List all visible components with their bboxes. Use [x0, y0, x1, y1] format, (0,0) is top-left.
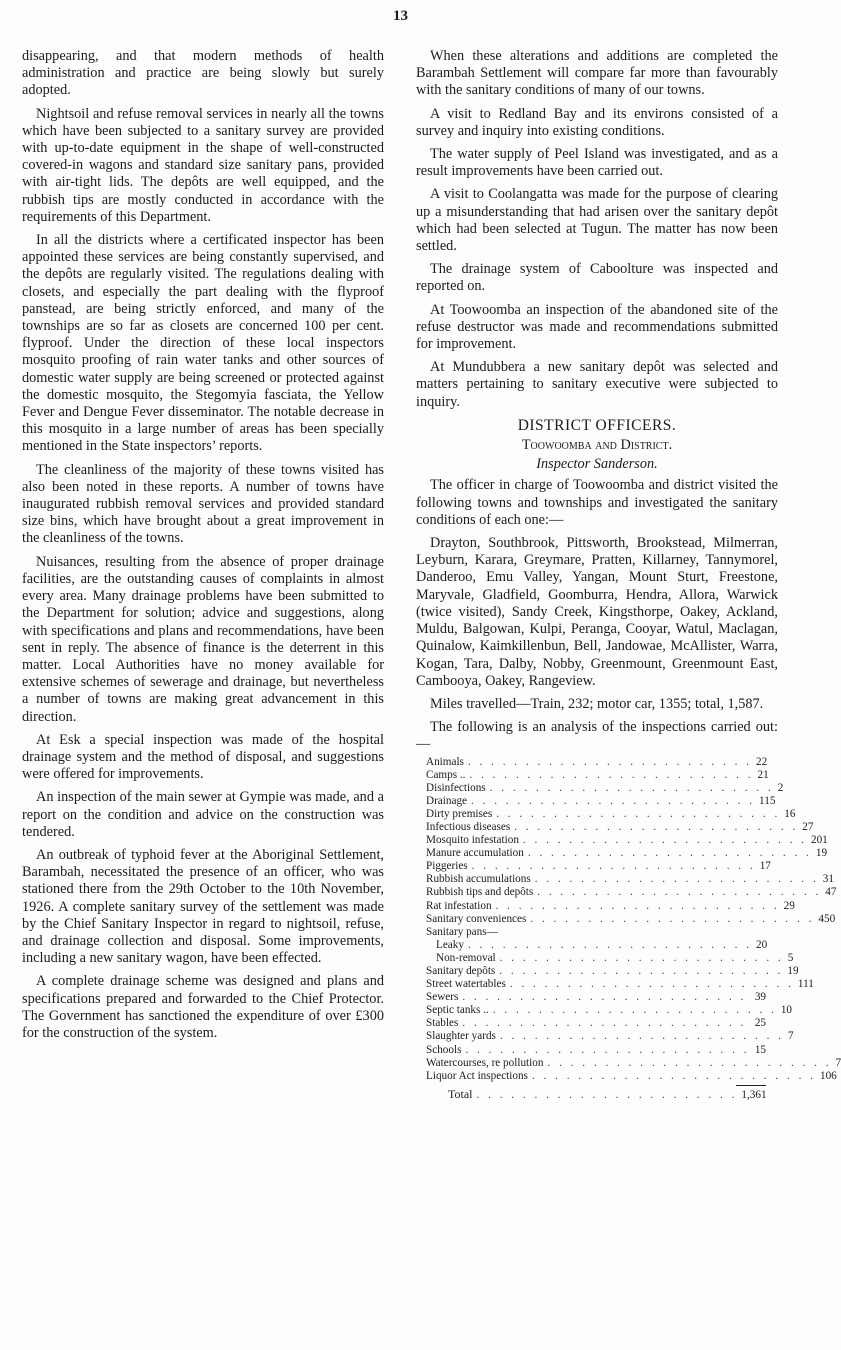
row-value: 22 — [755, 755, 768, 768]
row-value: 7 — [787, 1030, 794, 1043]
paragraph: The cleanliness of the majority of these towns visited has also been noted in these reports. A number of towns have inaugurated rubbish removal services and provided standard size bins, which have brought about a great improvement in the cleanliness of the towns. — [22, 461, 384, 547]
paragraph: disappearing, and that modern methods of health administration and practice are being slowly but surely adopted. — [22, 48, 384, 99]
paragraph: An outbreak of typhoid fever at the Aboriginal Settlement, Barambah, necessitated the presence of an officer, who was stationed there from the 29th October to the 10th November, 1926. A complete sanitary survey of the settlement was made by the Chief Sanitary Inspector in regard to nightsoil, refuse, and drainage collection and disposal. Some improvements, including a new sanitary wagon, have been effected. — [22, 846, 384, 967]
table-row: Piggeries . . . . . . . . . . . . . . . . . . . . . . . . . 17 — [426, 860, 771, 873]
table-row: Slaughter yards . . . . . . . . . . . . . . . . . . . . . . . . . 7 — [426, 1030, 794, 1043]
paragraph: The officer in charge of Toowoomba and district visited the following towns and townships and investigated the sanitary conditions of each one:— — [416, 477, 778, 528]
table-row: Sewers . . . . . . . . . . . . . . . . . . . . . . . . . 39 — [426, 991, 766, 1004]
row-value: 115 — [759, 794, 776, 807]
table-row: Sanitary depôts . . . . . . . . . . . . . . . . . . . . . . . . . 19 — [426, 965, 799, 978]
paragraph: When these alterations and additions are completed the Barambah Settlement will compare far more than favourably with the sanitary conditions of many of our towns. — [416, 48, 778, 99]
table-row: Rat infestation . . . . . . . . . . . . . . . . . . . . . . . . . 29 — [426, 899, 795, 912]
row-label: Sanitary pans— — [426, 925, 498, 938]
table-row: Non-removal . . . . . . . . . . . . . . . . . . . . . . . . . 5 — [426, 952, 766, 965]
table-row: Camps .. . . . . . . . . . . . . . . . . . . . . . . . . . 21 — [426, 768, 769, 781]
row-value: 450 — [818, 912, 836, 925]
paragraph: At Toowoomba an inspection of the abandoned site of the refuse destructor was made and recommendations submitted for improvement. — [416, 301, 778, 353]
table-row: Watercourses, re pollution . . . . . . . . . . . . . . . . . . . . . . . . . 7 — [426, 1056, 841, 1069]
row-label: Sanitary conveniences — [426, 912, 527, 925]
row-label: Leaky — [436, 938, 464, 951]
row-value: 5 — [787, 951, 794, 964]
row-label: Non-removal — [436, 951, 496, 964]
row-value: 7 — [835, 1056, 841, 1069]
row-value: 25 — [754, 1017, 766, 1030]
row-value: 106 — [819, 1069, 837, 1082]
paragraph: The water supply of Peel Island was investigated, and as a result improvements have been carried out. — [416, 146, 778, 180]
table-row: Schools . . . . . . . . . . . . . . . . . . . . . . . . . 15 — [426, 1043, 766, 1056]
inspector-name: Inspector Sanderson. — [536, 456, 658, 473]
row-label: Schools — [426, 1043, 462, 1056]
row-label: Manure accumulation — [426, 847, 524, 860]
page-number: 13 — [393, 8, 408, 24]
row-label: Watercourses, re pollution — [426, 1056, 544, 1069]
paragraph: Miles travelled—Train, 232; motor car, 1355; total, 1,587. — [430, 695, 764, 712]
table-row: Liquor Act inspections . . . . . . . . . . . . . . . . . . . . . . . . . 106 — [426, 1069, 837, 1082]
row-value: 39 — [754, 991, 766, 1004]
row-label: Street watertables — [426, 978, 506, 991]
row-value: 19 — [787, 965, 799, 978]
row-value: 17 — [759, 860, 771, 873]
row-value: 20 — [756, 938, 768, 951]
table-row: Rubbish accumulations . . . . . . . . . . . . . . . . . . . . . . . . . 31 — [426, 873, 834, 886]
row-label: Slaughter yards — [426, 1030, 496, 1043]
section-subheading: Toowoomba and District. — [521, 437, 673, 454]
table-row: Animals . . . . . . . . . . . . . . . . . . . . . . . . . 22 — [426, 755, 768, 768]
table-row: Leaky . . . . . . . . . . . . . . . . . . . . . . . . . 20 — [426, 939, 766, 952]
row-label: Disinfections — [426, 781, 486, 794]
row-value: 16 — [784, 807, 796, 820]
row-value: 47 — [825, 886, 837, 899]
total-value: 1,361 — [741, 1088, 767, 1101]
paragraph: A complete drainage scheme was designed and plans and specifications prepared and forwarded to the Chief Protector. The Government has sanctioned the expenditure of over £300 for the construction of the system. — [22, 973, 384, 1041]
section-heading: DISTRICT OFFICERS. — [517, 416, 677, 434]
table-row: Disinfections . . . . . . . . . . . . . . . . . . . . . . . . . 2 — [426, 781, 784, 794]
table-row — [426, 926, 766, 939]
table-row: Drainage . . . . . . . . . . . . . . . . . . . . . . . . . 115 — [426, 794, 776, 807]
row-label: Sanitary depôts — [426, 965, 496, 978]
table-row: Rubbish tips and depôts . . . . . . . . . . . . . . . . . . . . . . . . . 47 — [426, 886, 837, 899]
row-label: Stables — [426, 1017, 459, 1030]
row-value: 10 — [780, 1004, 793, 1017]
row-label: Mosquito infestation — [426, 834, 519, 847]
row-value: 201 — [810, 834, 828, 847]
total-rule — [736, 1085, 766, 1086]
table-row: Street watertables . . . . . . . . . . . . . . . . . . . . . . . . . 111 — [426, 978, 814, 991]
row-label: Piggeries — [426, 860, 468, 873]
right-column — [416, 48, 841, 1102]
row-label: Drainage — [426, 794, 467, 807]
row-value: 19 — [815, 847, 828, 860]
row-label: Rubbish accumulations — [426, 873, 531, 886]
table-row: Dirty premises . . . . . . . . . . . . . . . . . . . . . . . . . 16 — [426, 807, 796, 820]
total-row: Total . . . . . . . . . . . . . . . . . . . . . . . 1,361 — [426, 1088, 766, 1102]
table-row: Mosquito infestation . . . . . . . . . . . . . . . . . . . . . . . . . 201 — [426, 834, 828, 847]
left-column — [22, 48, 384, 1048]
row-label: Rubbish tips and depôts — [426, 886, 534, 899]
row-value: 21 — [757, 768, 769, 781]
row-label: Dirty premises — [426, 807, 493, 820]
table-row: Septic tanks .. . . . . . . . . . . . . . . . . . . . . . . . . . 10 — [426, 1004, 793, 1017]
row-value: 29 — [783, 899, 795, 912]
paragraph: An inspection of the main sewer at Gympie was made, and a report on the condition and advice on the construction was tendered. — [22, 789, 384, 840]
paragraph: The following is an analysis of the inspections carried out:— — [416, 719, 778, 753]
row-label: Septic tanks .. — [426, 1004, 489, 1017]
row-value: 27 — [802, 820, 814, 833]
table-row: Infectious diseases . . . . . . . . . . . . . . . . . . . . . . . . . 27 — [426, 820, 814, 833]
row-value: 31 — [822, 873, 834, 886]
paragraph: The drainage system of Caboolture was inspected and reported on. — [416, 261, 778, 295]
row-value: 2 — [777, 781, 784, 794]
paragraph: A visit to Coolangatta was made for the purpose of clearing up a misunderstanding that had arisen over the sanitary depôt which had been selected at Tugun. The matter has now been settled. — [416, 186, 778, 255]
paragraph: At Mundubbera a new sanitary depôt was selected and matters pertaining to sanitary executive were subjected to inquiry. — [416, 359, 778, 410]
inspections-table — [426, 755, 841, 1102]
paragraph: Nuisances, resulting from the absence of proper drainage facilities, are the outstanding causes of complaints in almost every area. Many drainage problems have been submitted to the Department for solution; advice and suggestions, along with specifications and plans and recommendations, have been sent in reply. The absence of finance is the deterrent in this matter. Local Authorities have no money available for extensive schemes of sewerage and drainage, but nevertheless a number of towns are making great advancement in this direction. — [22, 553, 384, 725]
row-label: Infectious diseases — [426, 820, 511, 833]
total-label: Total — [448, 1086, 473, 1101]
table-row: Stables . . . . . . . . . . . . . . . . . . . . . . . . . 25 — [426, 1017, 766, 1030]
table-row: Sanitary conveniences . . . . . . . . . . . . . . . . . . . . . . . . . 450 — [426, 912, 836, 925]
table-row: Manure accumulation . . . . . . . . . . . . . . . . . . . . . . . . . 19 — [426, 847, 828, 860]
paragraph: Nightsoil and refuse removal services in nearly all the towns which have been subjected to a sanitary survey are provided with up-to-date equipment in the shape of well-constructed covered-in wagons and standard size sanitary pans, provided with air-tight lids. The depôts are well equipped, and the rubbish tips are mostly conducted in accordance with the requirements of this Department. — [22, 105, 384, 225]
paragraph: At Esk a special inspection was made of the hospital drainage system and the method of disposal, and suggestions were offered for improvements. — [22, 731, 384, 783]
row-label: Sewers — [426, 991, 459, 1004]
paragraph: In all the districts where a certificated inspector has been appointed these services are being constantly supervised, and the depôts are regularly visited. The regulations dealing with closets, and especially the part dealing with the flyproof panstead, are being strictly enforced, and many of the townships are so far as closets are concerned 100 per cent. flyproof. Under the direction of these local inspectors mosquito proofing of rain water tanks and other sources of domestic water supply are being screened or protected against the domestic mosquito, the Stegomyia fasciata, the Yellow Fever and Dengue Fever disseminator. The notable decrease in this mosquito in a large number of areas has been specially mentioned in the State inspectors’ reports. — [22, 232, 384, 455]
row-label: Rat infestation — [426, 899, 492, 912]
row-value: 15 — [754, 1043, 766, 1056]
paragraph: Drayton, Southbrook, Pittsworth, Brookstead, Milmerran, Leyburn, Karara, Greymare, Pratten, Killarney, Tannymorel, Danderoo, Emu Valley, Yangan, Mount Sturt, Freestone, Maryvale, Gladfield, Goomburra, Hendra, Allora, Warwick (twice visited), Sandy Creek, Kingsthorpe, Oakey, Ackland, Muldu, Balgowan, Kulpi, Peranga, Cooyar, Watul, Maclagan, Quinalow, Kaimkillenbun, Bell, Jandowae, McAllister, Warra, Kogan, Tara, Dalby, Nobby, Greenmount, Greenmount East, Cambooya, Oakey, Rangeview. — [416, 535, 778, 689]
row-label: Liquor Act inspections — [426, 1069, 528, 1082]
row-label: Camps .. — [426, 768, 466, 781]
row-label: Animals — [426, 755, 464, 768]
row-value: 111 — [797, 978, 814, 991]
paragraph: A visit to Redland Bay and its environs consisted of a survey and inquiry into existing conditions. — [416, 105, 778, 139]
